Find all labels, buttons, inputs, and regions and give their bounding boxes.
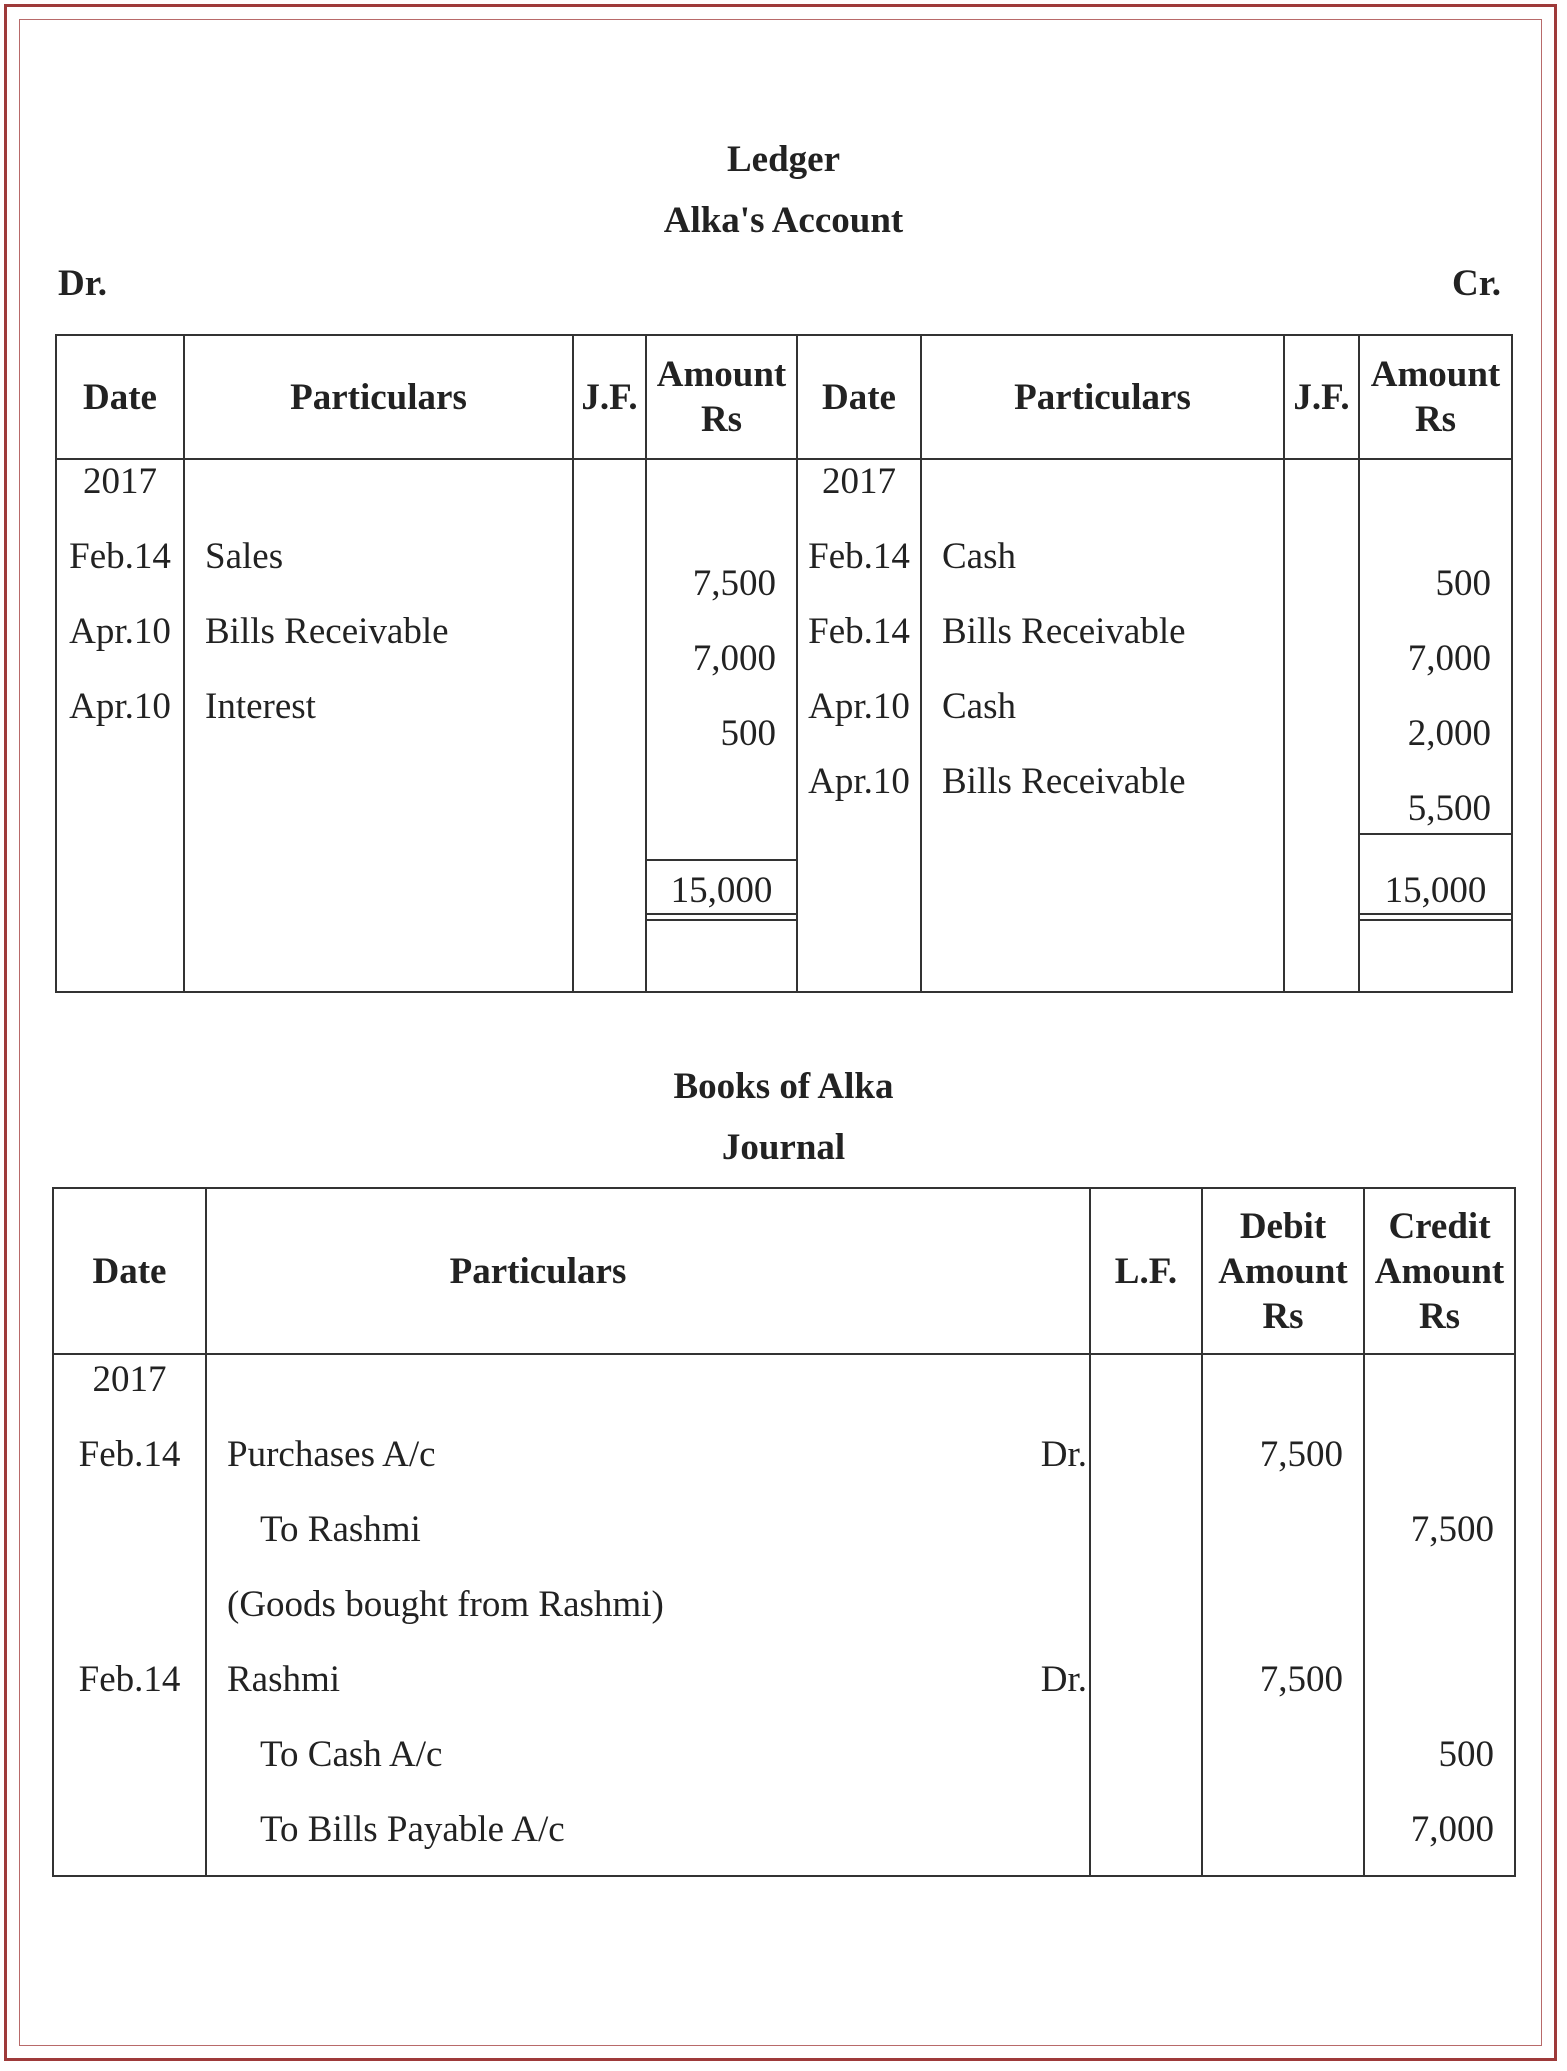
- journal-debit-amount: 7,500: [1259, 1659, 1343, 1700]
- journal-date-header: Date: [53, 1188, 206, 1354]
- journal-credit-header-line1: Credit: [1388, 1205, 1491, 1247]
- dr-entry-date: Feb.14: [69, 536, 171, 577]
- credit-side-label: Cr.: [1452, 263, 1501, 304]
- dr-date-header: Date: [56, 335, 184, 459]
- journal-date-cell: [53, 1354, 206, 1876]
- ledger-body-row: [56, 459, 1512, 992]
- journal-entry-date: Feb.14: [78, 1659, 181, 1700]
- dr-entry-particulars: Interest: [205, 686, 316, 727]
- dr-amount-header-line1: Amount: [656, 354, 787, 395]
- cr-amount-cell: [1359, 459, 1512, 992]
- journal-credit-amount: 7,000: [1410, 1809, 1494, 1850]
- cr-amount-header-line1: Amount: [1370, 354, 1501, 395]
- journal-particulars-header-text: Particulars: [449, 1250, 627, 1292]
- journal-credit-header-line3: Rs: [1418, 1295, 1461, 1337]
- journal-credit-amount: 500: [1438, 1734, 1494, 1775]
- cr-jf-header: J.F.: [1284, 335, 1359, 459]
- cr-entry-amount: 5,500: [1407, 788, 1491, 829]
- journal-row-text: Rashmi: [227, 1659, 341, 1700]
- journal-debit-amount: 7,500: [1259, 1434, 1343, 1475]
- cr-particulars-cell: [921, 459, 1284, 992]
- journal-particulars-cell: [206, 1354, 1090, 1876]
- dr-entry-particulars: Sales: [205, 536, 284, 577]
- cr-amount-header-line2: Rs: [1414, 399, 1457, 440]
- journal-lf-cell: [1090, 1354, 1202, 1876]
- cr-date-cell: [797, 459, 921, 992]
- journal-credit-cell: [1364, 1354, 1515, 1876]
- dr-entry-particulars: Bills Receivable: [205, 611, 449, 652]
- books-title: Books of Alka: [673, 1066, 894, 1107]
- dr-particulars-cell: [184, 459, 573, 992]
- ledger-heading: Ledger: [726, 139, 841, 180]
- journal-credit-amount: 7,500: [1410, 1509, 1494, 1550]
- cr-entry-amount: 2,000: [1407, 713, 1491, 754]
- journal-debit-header-line1: Debit: [1239, 1205, 1327, 1247]
- cr-entry-date: Apr.10: [808, 761, 910, 802]
- dr-entry-amount: 7,000: [692, 638, 776, 679]
- journal-narration: (Goods bought from Rashmi): [227, 1584, 664, 1625]
- journal-debit-header: [1202, 1188, 1364, 1354]
- cr-entry-particulars: Bills Receivable: [942, 761, 1186, 802]
- dr-total-double-rule-1: [647, 913, 796, 915]
- dr-entry-date: Apr.10: [69, 686, 171, 727]
- journal-row-text: To Cash A/c: [260, 1734, 443, 1775]
- cr-entry-amount: 7,000: [1407, 638, 1491, 679]
- dr-jf-header: J.F.: [573, 335, 646, 459]
- cr-entry-date: Feb.14: [808, 611, 910, 652]
- account-title: Alka's Account: [663, 200, 904, 241]
- journal-debit-cell: [1202, 1354, 1364, 1876]
- ledger-header-row: [56, 335, 1512, 459]
- cr-total-top-rule: [1360, 833, 1511, 835]
- ledger-table: [55, 334, 1513, 993]
- journal-body-row: [53, 1354, 1515, 1876]
- cr-entry-amount: 500: [1435, 563, 1491, 604]
- dr-date-cell: [56, 459, 184, 992]
- journal-row-text: Purchases A/c: [227, 1434, 436, 1475]
- cr-amount-header: [1359, 335, 1512, 459]
- cr-total-double-rule-1: [1360, 913, 1511, 915]
- cr-jf-cell: [1284, 459, 1359, 992]
- journal-credit-header-line2: Amount: [1374, 1250, 1505, 1292]
- journal-dr-marker: Dr.: [1040, 1434, 1087, 1475]
- dr-amount-cell: [646, 459, 797, 992]
- journal-debit-header-line3: Rs: [1262, 1295, 1304, 1337]
- cr-total-double-rule-2: [1360, 919, 1511, 921]
- dr-amount-header: [646, 335, 797, 459]
- dr-amount-header-line2: Rs: [700, 399, 743, 440]
- journal-heading: Journal: [721, 1127, 846, 1168]
- cr-particulars-header: Particulars: [921, 335, 1284, 459]
- cr-entry-particulars: Cash: [942, 686, 1016, 727]
- debit-side-label: Dr.: [58, 263, 107, 304]
- dr-total: 15,000: [670, 870, 773, 911]
- cr-date-header: Date: [797, 335, 921, 459]
- journal-particulars-header: [206, 1188, 1090, 1354]
- dr-total-double-rule-2: [647, 919, 796, 921]
- journal-dr-marker: Dr.: [1040, 1659, 1087, 1700]
- journal-debit-header-line2: Amount: [1218, 1250, 1348, 1292]
- journal-row-text: To Rashmi: [260, 1509, 421, 1550]
- cr-entry-date: Apr.10: [808, 686, 910, 727]
- journal-table: [52, 1187, 1516, 1877]
- cr-year: 2017: [822, 461, 896, 502]
- journal-entry-date: Feb.14: [78, 1434, 181, 1475]
- dr-total-top-rule: [647, 859, 796, 861]
- journal-lf-header: L.F.: [1090, 1188, 1202, 1354]
- cr-total: 15,000: [1384, 870, 1487, 911]
- dr-entry-amount: 500: [720, 713, 776, 754]
- cr-entry-date: Feb.14: [808, 536, 910, 577]
- dr-entry-date: Apr.10: [69, 611, 171, 652]
- journal-credit-header: [1364, 1188, 1515, 1354]
- cr-entry-particulars: Bills Receivable: [942, 611, 1186, 652]
- journal-header-row: [53, 1188, 1515, 1354]
- journal-row-text: To Bills Payable A/c: [260, 1809, 565, 1850]
- dr-year: 2017: [83, 461, 157, 502]
- cr-entry-particulars: Cash: [942, 536, 1016, 577]
- dr-particulars-header: Particulars: [184, 335, 573, 459]
- dr-entry-amount: 7,500: [692, 563, 776, 604]
- dr-jf-cell: [573, 459, 646, 992]
- journal-year: 2017: [92, 1359, 167, 1400]
